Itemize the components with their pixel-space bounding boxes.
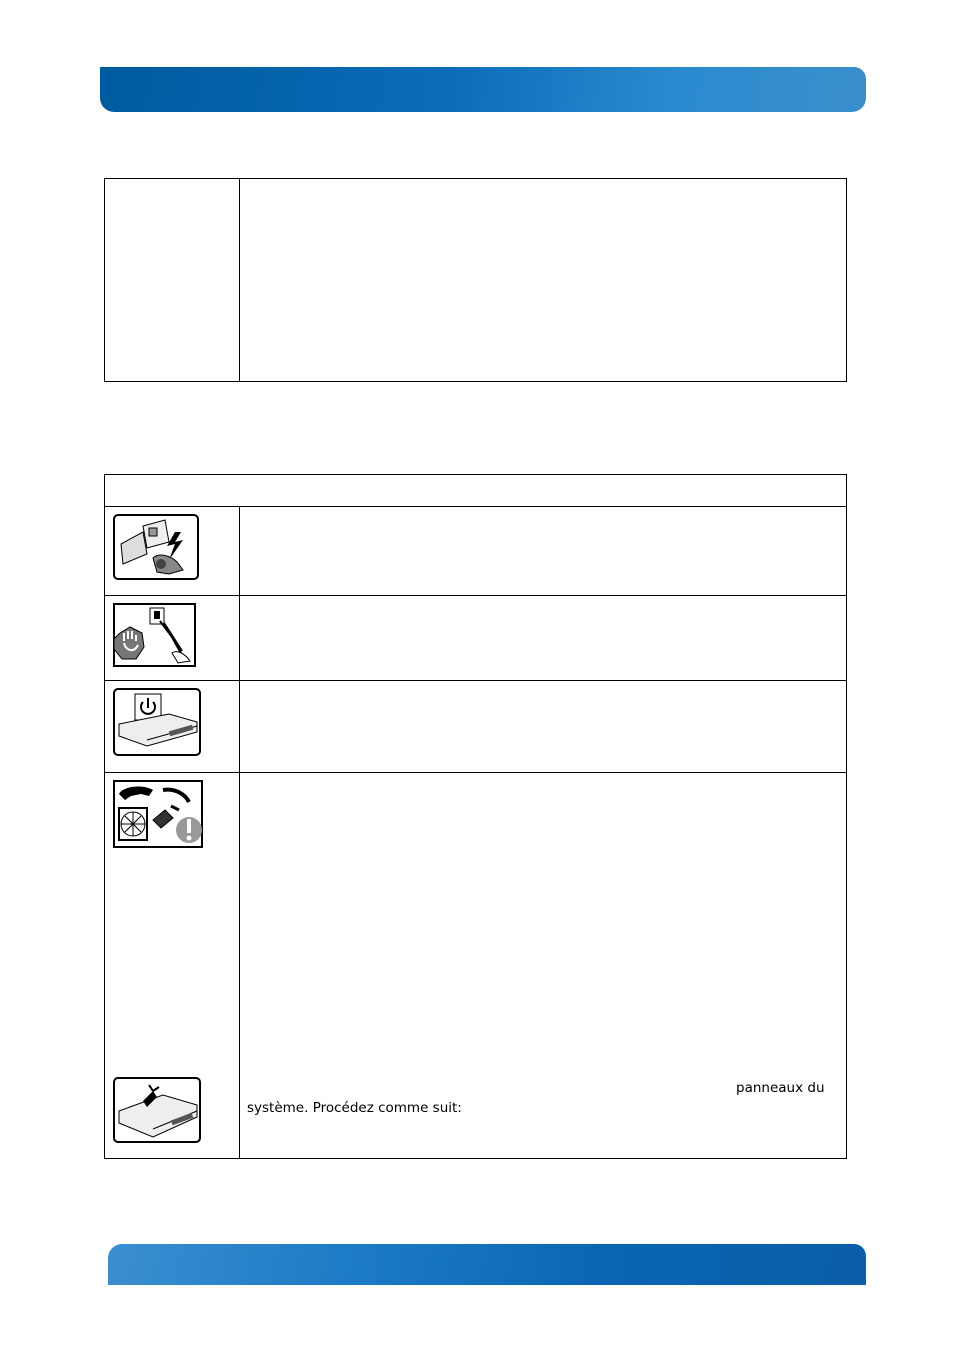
row-divider bbox=[105, 772, 846, 773]
info-table bbox=[104, 178, 847, 382]
row-divider bbox=[105, 595, 846, 596]
header-band bbox=[100, 67, 866, 112]
unplug-cable-icon bbox=[112, 603, 196, 667]
warning-table bbox=[104, 474, 847, 1159]
electric-shock-icon bbox=[113, 514, 199, 580]
disconnect-telecom-fan-icon bbox=[113, 780, 203, 848]
remove-cover-icon bbox=[113, 1077, 201, 1143]
row-divider bbox=[105, 680, 846, 681]
text-fragment-panneaux: panneaux du bbox=[736, 1080, 825, 1096]
text-fragment-procedez: système. Procédez comme suit: bbox=[247, 1100, 462, 1116]
column-divider bbox=[239, 179, 240, 381]
footer-band bbox=[108, 1244, 866, 1285]
column-divider bbox=[239, 506, 240, 1159]
row-divider bbox=[105, 506, 846, 507]
power-button-icon bbox=[113, 688, 201, 756]
